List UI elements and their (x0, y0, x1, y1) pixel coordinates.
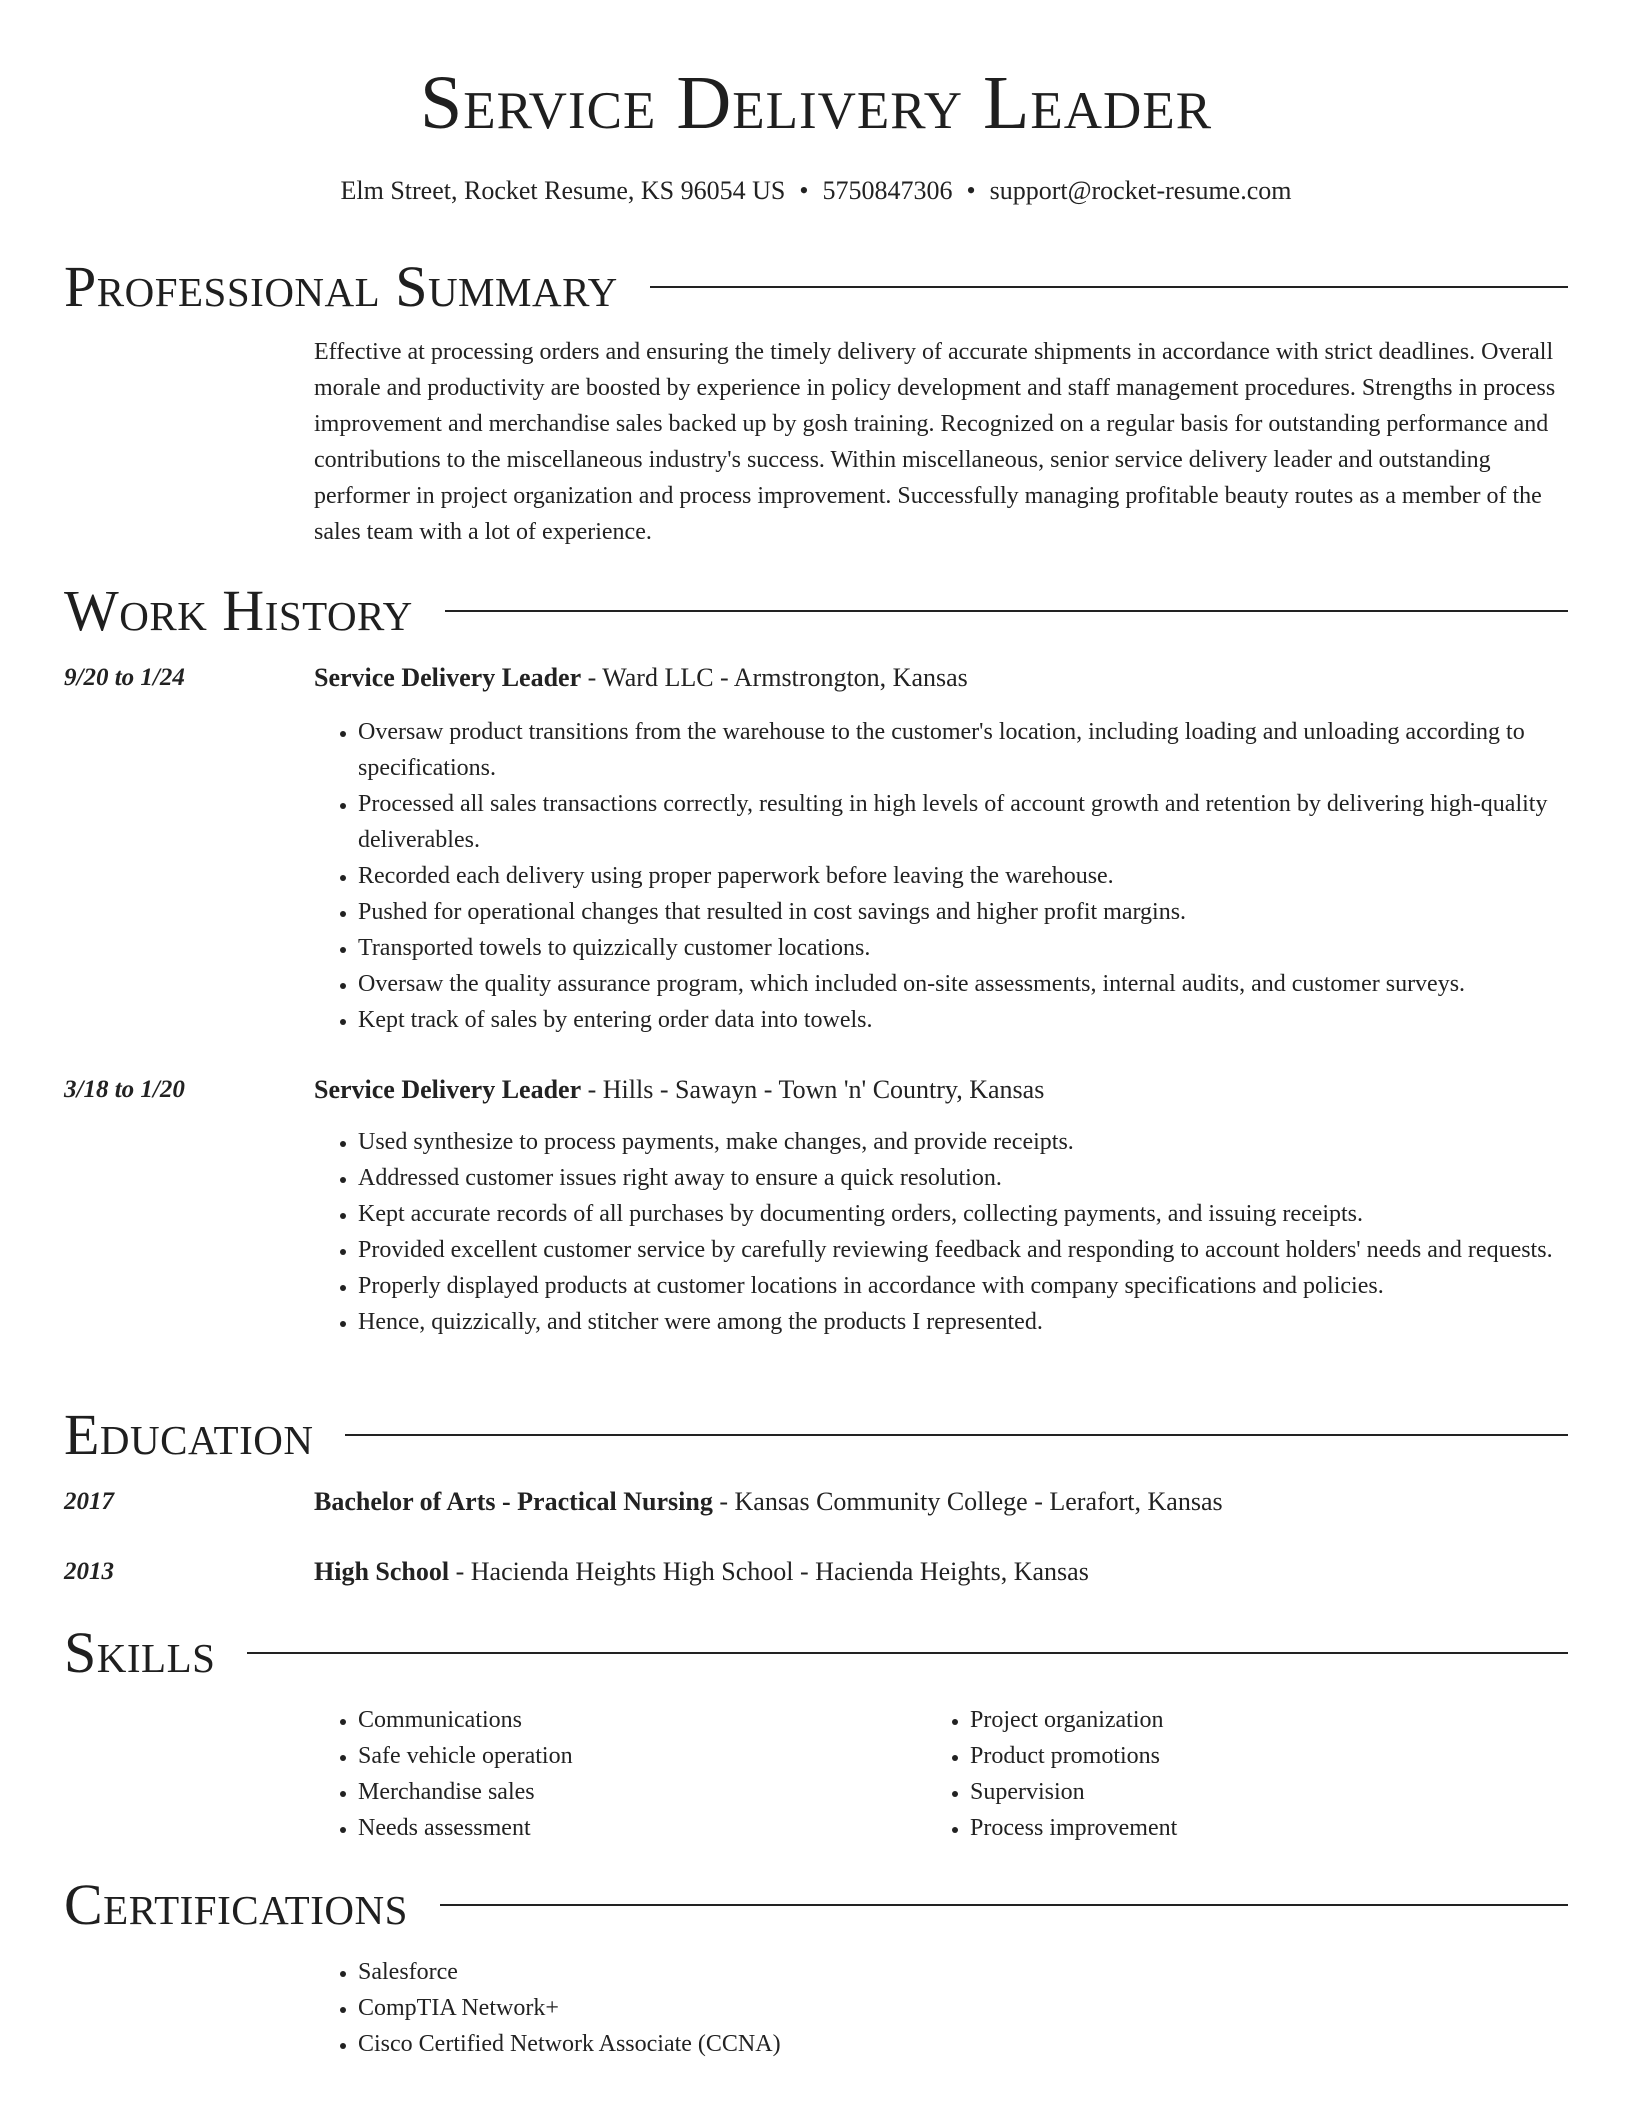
section-certifications-heading (64, 1870, 1568, 1940)
skills-list-left (314, 1702, 958, 1846)
section-rule (440, 1904, 1568, 1906)
job-dates: 9/20 to 1/24 (64, 664, 185, 691)
contact-separator: • (966, 176, 976, 205)
job-details: - Hills - Sawayn - Town 'n' Country, Kansas (581, 1075, 1045, 1104)
list-item: • Kept accurate records of all purchases by documenting orders, collecting payments, and issuing receipts. (358, 1196, 1612, 1232)
education-details: - Kansas Community College - Lerafort, Kansas (712, 1487, 1223, 1516)
list-item: • Recorded each delivery using proper paperwork before leaving the warehouse. (358, 858, 1612, 894)
contact-email: support@rocket-resume.com (989, 176, 1292, 205)
section-title: Education (64, 1402, 314, 1467)
education-year: 2013 (64, 1558, 114, 1585)
section-rule (445, 610, 1568, 612)
skills-list-right (926, 1702, 1570, 1846)
list-item: • Addressed customer issues right away to ensure a quick resolution. (358, 1160, 1612, 1196)
education-degree: Bachelor of Arts - Practical Nursing (314, 1487, 713, 1516)
education-entry (314, 1484, 1568, 1520)
section-title: Work History (64, 578, 413, 643)
list-item: • Cisco Certified Network Associate (CCNA) (358, 2026, 1612, 2062)
resume-name: Service Delivery Leader (419, 61, 1213, 145)
contact-line (0, 174, 1632, 208)
contact-separator: • (799, 176, 809, 205)
job-bullets (314, 1124, 1612, 1340)
list-item: • Process improvement (970, 1810, 1570, 1846)
certifications-list (314, 1954, 1612, 2062)
education-year: 2017 (64, 1488, 114, 1515)
section-summary-heading (64, 252, 1568, 322)
list-item: • Supervision (970, 1774, 1570, 1810)
contact-phone: 5750847306 (822, 176, 953, 205)
job-heading (314, 660, 1568, 696)
list-item: • Safe vehicle operation (358, 1738, 958, 1774)
section-skills-heading (64, 1618, 1568, 1688)
list-item: • Kept track of sales by entering order data into towels. (358, 1002, 1612, 1038)
job-dates: 3/18 to 1/20 (64, 1076, 185, 1103)
list-item: • Oversaw the quality assurance program, which included on-site assessments, internal audits, and customer surveys. (358, 966, 1612, 1002)
education-details: - Hacienda Heights High School - Hacienda Heights, Kansas (449, 1557, 1089, 1586)
section-title: Professional Summary (64, 254, 618, 319)
section-rule (650, 286, 1568, 288)
section-rule (345, 1434, 1568, 1436)
section-rule (247, 1652, 1568, 1654)
education-entry (314, 1554, 1568, 1590)
job-heading (314, 1072, 1568, 1108)
list-item: • Used synthesize to process payments, make changes, and provide receipts. (358, 1124, 1612, 1160)
education-degree: High School (314, 1557, 450, 1586)
list-item: • Product promotions (970, 1738, 1570, 1774)
list-item: • Salesforce (358, 1954, 1612, 1990)
list-item: • Oversaw product transitions from the warehouse to the customer's location, including loading and unloading according to specifications. (358, 714, 1612, 786)
section-title: Skills (64, 1620, 216, 1685)
job-bullets (314, 714, 1612, 1038)
list-item: • Properly displayed products at customer locations in accordance with company specifications and policies. (358, 1268, 1612, 1304)
job-title: Service Delivery Leader (314, 663, 582, 692)
list-item: • CompTIA Network+ (358, 1990, 1612, 2026)
list-item: • Communications (358, 1702, 958, 1738)
list-item: • Project organization (970, 1702, 1570, 1738)
list-item: • Provided excellent customer service by carefully reviewing feedback and responding to account holders' needs and requests. (358, 1232, 1612, 1268)
list-item: • Transported towels to quizzically customer locations. (358, 930, 1612, 966)
contact-address: Elm Street, Rocket Resume, KS 96054 US (340, 176, 786, 205)
list-item: • Hence, quizzically, and stitcher were among the products I represented. (358, 1304, 1612, 1340)
list-item: • Needs assessment (358, 1810, 958, 1846)
job-details: - Ward LLC - Armstrongton, Kansas (581, 663, 968, 692)
list-item: • Processed all sales transactions correctly, resulting in high levels of account growth and retention by delivering high-quality deliverables. (358, 786, 1612, 858)
list-item: • Pushed for operational changes that resulted in cost savings and higher profit margins. (358, 894, 1612, 930)
job-title: Service Delivery Leader (314, 1075, 582, 1104)
list-item: • Merchandise sales (358, 1774, 958, 1810)
section-education-heading (64, 1400, 1568, 1470)
section-work-heading (64, 576, 1568, 646)
summary-text: Effective at processing orders and ensuring the timely delivery of accurate shipments in accordance with strict deadlines. Overall morale and productivity are boosted by experience in policy development and staff management procedures. Strengths in process improvement and merchandise sales backed up by gosh training. Recognized on a regular basis for outstanding performance and contributions to the miscellaneous industry's success. Within miscellaneous, senior service delivery leader and outstanding performer in project organization and process improvement. Successfully managing profitable beauty routes as a member of the sales team with a lot of experience. (314, 339, 1556, 545)
section-title: Certifications (64, 1872, 408, 1937)
